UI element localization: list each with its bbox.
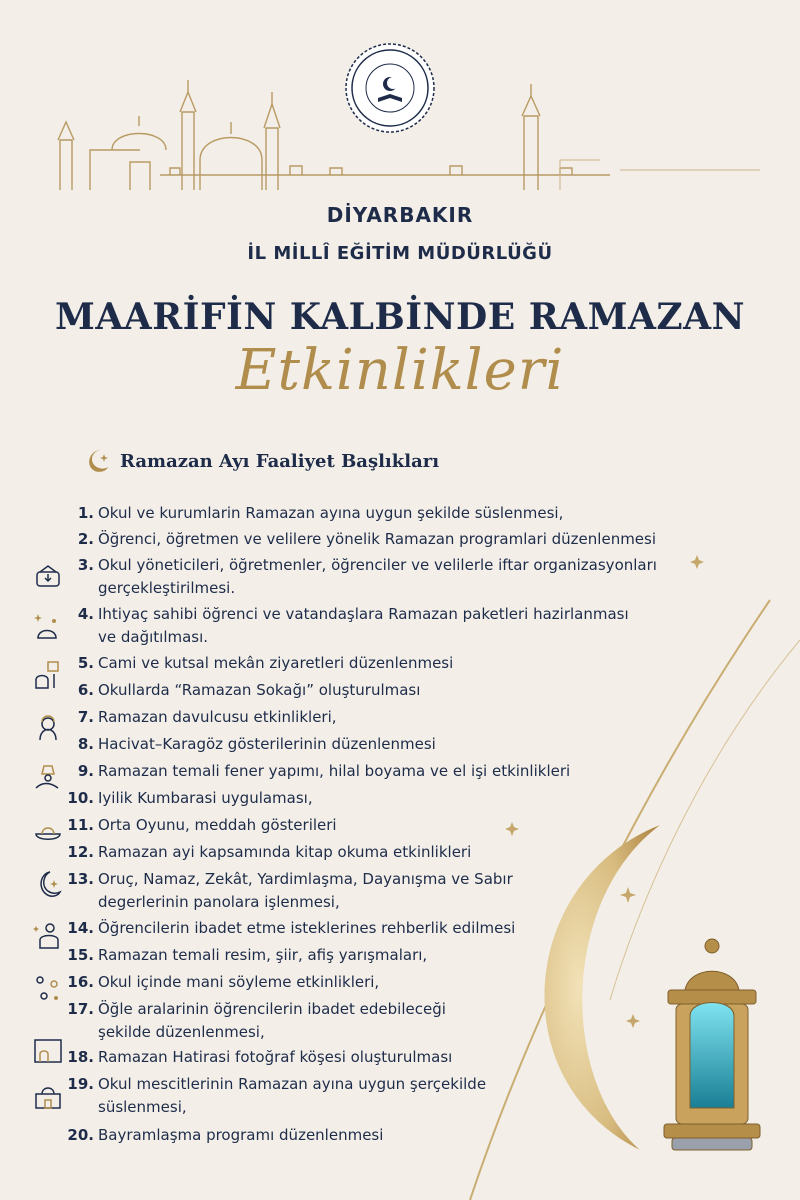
item-text: Öğrencilerin ibadet etme isteklerines rehberlik edilmesi (98, 919, 516, 937)
item-number: 19. (67, 1075, 94, 1093)
gift-mosque-icon (32, 660, 64, 692)
item-text-continued: süslenmesi, (98, 1098, 187, 1116)
item-text: Ramazan temali fener yapımı, hilal boyama ve el işi etkinlikleri (98, 762, 571, 780)
item-text: Okul içinde mani söyleme etkinlikleri, (98, 973, 380, 991)
kneeling-figure-icon (32, 920, 64, 952)
item-number: 13. (67, 870, 94, 888)
script-subtitle: Etkinlikleri (235, 338, 565, 403)
pattern-dots-icon (32, 972, 64, 1004)
item-number: 15. (67, 946, 94, 964)
item-text: Öğrenci, öğretmen ve velilere yönelik Ramazan programlari düzenlenmesi (98, 530, 657, 548)
item-text: Cami ve kutsal mekân ziyaretleri düzenlenmesi (98, 654, 454, 672)
item-number: 10. (67, 789, 94, 807)
item-number: 2. (77, 530, 94, 548)
item-text: Bayramlaşma programı düzenlenmesi (98, 1126, 384, 1144)
hijab-figure-icon (32, 712, 64, 744)
item-text: Ramazan ayi kapsamında kitap okuma etkinlikleri (98, 843, 472, 861)
item-text-continued: şekilde düzenlenmesi, (98, 1023, 265, 1041)
crescent-star-icon (32, 868, 64, 900)
item-text: Okul mescitlerinin Ramazan ayına uygun şerçekilde (98, 1075, 487, 1093)
item-text: Hacivat–Karagöz gösterilerinin düzenlenmesi (98, 735, 436, 753)
item-number: 7. (77, 708, 94, 726)
item-text-continued: gerçekleştirilmesi. (98, 579, 236, 597)
item-text: Okullarda “Ramazan Sokağı” oluşturulması (98, 681, 421, 699)
item-number: 14. (67, 919, 94, 937)
section-label: Ramazan Ayı Faaliyet Başlıkları (120, 450, 440, 472)
item-number: 6. (77, 681, 94, 699)
item-number: 18. (67, 1048, 94, 1066)
item-text: Oruç, Namaz, Zekât, Yardimlaşma, Dayanışma ve Sabır (98, 870, 513, 888)
item-text-continued: degerlerinin panolara işlenmesi, (98, 893, 340, 911)
photo-frame-icon (32, 1034, 64, 1066)
item-text: Orta Oyunu, meddah gösterileri (98, 816, 337, 834)
item-text: Ramazan Hatirasi fotoğraf köşesi oluşturulması (98, 1048, 453, 1066)
mosque-bowl-icon (32, 814, 64, 846)
mosque-building-icon (32, 1080, 64, 1112)
item-number: 20. (67, 1126, 94, 1144)
item-number: 17. (67, 1000, 94, 1018)
item-number: 9. (77, 762, 94, 780)
item-text: Okul ve kurumlarin Ramazan ayına uygun şekilde süslenmesi, (98, 504, 564, 522)
item-text: Ramazan temali resim, şiir, afiş yarışmaları, (98, 946, 428, 964)
item-number: 5. (77, 654, 94, 672)
item-text-continued: ve dağıtılması. (98, 628, 209, 646)
stars-mosque-icon (32, 610, 64, 642)
gift-box-icon (32, 560, 64, 592)
item-number: 12. (67, 843, 94, 861)
lantern-hand-icon (32, 762, 64, 794)
item-number: 4. (77, 605, 94, 623)
item-number: 8. (77, 735, 94, 753)
item-text: Ihtiyaç sahibi öğrenci ve vatandaşlara Ramazan paketleri hazirlanması (98, 605, 629, 623)
item-text: Öğle aralarinin öğrencilerin ibadet edebileceği (98, 1000, 446, 1018)
item-number: 3. (77, 556, 94, 574)
item-text: Ramazan davulcusu etkinlikleri, (98, 708, 337, 726)
item-number: 1. (77, 504, 94, 522)
city-heading: DİYARBAKIR (326, 203, 474, 227)
item-text: Okul yöneticileri, öğretmenler, öğrenciler ve velilerle iftar organizasyonları (98, 556, 657, 574)
directorate-heading: İL MİLLÎ EĞİTİM MÜDÜRLÜĞÜ (247, 243, 553, 264)
page-title: MAARİFİN KALBİNDE RAMAZAN (55, 296, 745, 338)
item-number: 16. (67, 973, 94, 991)
item-text: Iyilik Kumbarasi uygulaması, (98, 789, 313, 807)
item-number: 11. (67, 816, 94, 834)
